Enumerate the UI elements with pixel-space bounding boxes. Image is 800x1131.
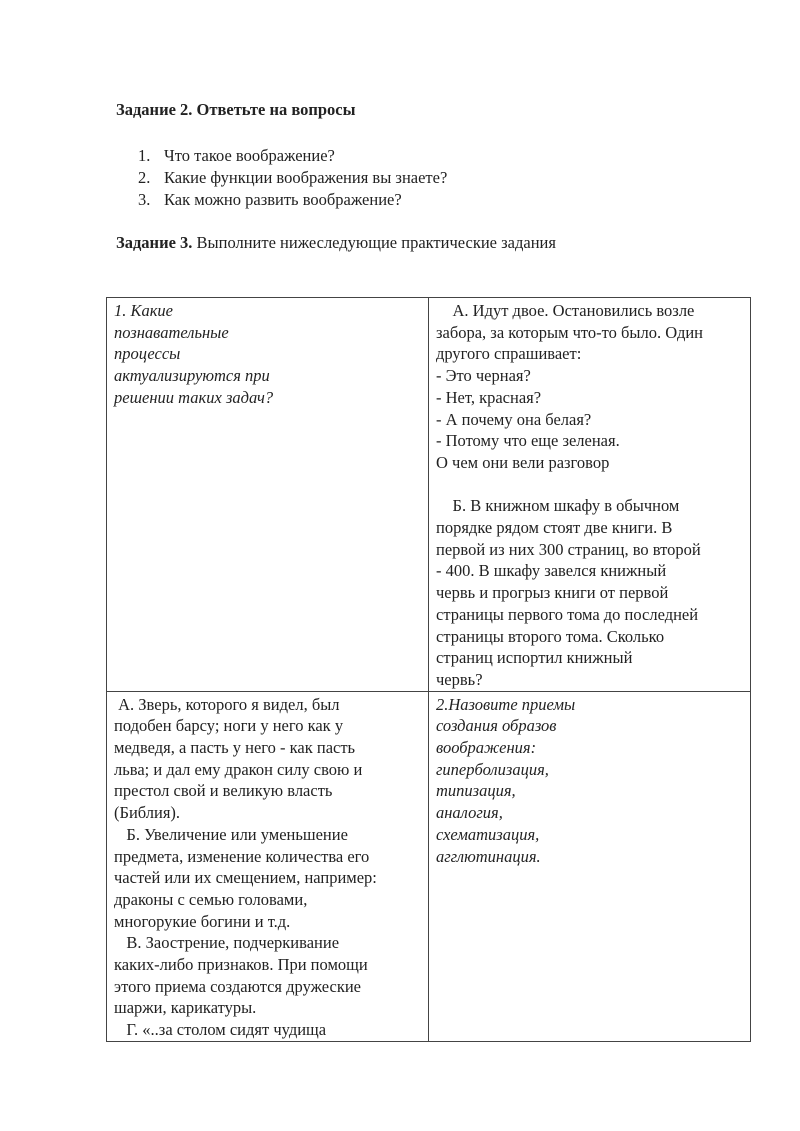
text-line: Б. Увеличение или уменьшение [114, 824, 348, 844]
task3-heading [116, 233, 556, 253]
list-item [138, 145, 447, 167]
text-line: познавательные [114, 322, 229, 342]
cell-puzzles [429, 298, 751, 692]
text-line: страницы второго тома. Сколько [436, 626, 665, 646]
text-line: воображения: [436, 738, 537, 758]
text-line: аналогия, [436, 803, 503, 823]
text-line: процессы [114, 344, 181, 364]
text-line: порядке рядом стоят две книги. В [436, 518, 673, 538]
text-line: шаржи, карикатуры. [114, 998, 257, 1018]
task3-label: Задание 3. [116, 233, 193, 252]
text-line: А. Зверь, которого я видел, был [114, 694, 340, 714]
text-line: первой из них 300 страниц, во второй [436, 539, 701, 559]
text-line: другого спрашивает: [436, 344, 582, 364]
text-line: 2.Назовите приемы [436, 694, 576, 714]
list-number: 2. [138, 168, 151, 187]
text-line: червь? [436, 669, 483, 689]
tasks-table [106, 297, 751, 1042]
list-item [138, 167, 447, 189]
text-line: 1. Какие [114, 301, 173, 320]
list-item [138, 189, 447, 211]
text-line: драконы с семью головами, [114, 889, 308, 909]
text-line: Г. «..за столом сидят чудища [114, 1020, 327, 1040]
cell-examples [107, 691, 429, 1041]
text-line: типизация, [436, 781, 516, 801]
table-row [107, 298, 751, 692]
text-line: гиперболизация, [436, 759, 549, 779]
text-line: червь и прогрыз книги от первой [436, 583, 669, 603]
text-line: О чем они вели разговор [436, 452, 610, 472]
text-line: подобен барсу; ноги у него как у [114, 716, 344, 736]
list-number: 1. [138, 146, 151, 165]
table-row [107, 691, 751, 1041]
task3-text: Выполните нижеследующие практические задания [192, 233, 556, 252]
text-line: решении таких задач? [114, 387, 274, 407]
text-line: - 400. В шкафу завелся книжный [436, 561, 667, 581]
puzzle-b [436, 495, 745, 690]
cell-question-2 [429, 691, 751, 1041]
question-text: Какие функции воображения вы знаете? [164, 168, 448, 187]
text-line: медведя, а пасть у него - как пасть [114, 738, 356, 758]
text-line: актуализируются при [114, 366, 270, 386]
text-line: создания образов [436, 716, 557, 736]
text-line: - А почему она белая? [436, 409, 592, 429]
text-line: - Потому что еще зеленая. [436, 431, 620, 451]
text-line: страниц испортил книжный [436, 648, 633, 668]
text-line: забора, за которым что-то было. Один [436, 322, 704, 342]
text-line: страницы первого тома до последней [436, 604, 699, 624]
text-line: - Нет, красная? [436, 387, 542, 407]
text-line: А. Идут двое. Остановились возле [436, 301, 695, 320]
text-line: - Это черная? [436, 366, 531, 386]
text-line: многорукие богини и т.д. [114, 911, 291, 931]
text-line: предмета, изменение количества его [114, 846, 370, 866]
text-line: этого приема создаются дружеские [114, 976, 362, 996]
text-line: (Библия). [114, 803, 181, 823]
puzzle-a [436, 300, 745, 474]
list-number: 3. [138, 190, 151, 209]
text-line: каких-либо признаков. При помощи [114, 955, 368, 975]
text-line: льва; и дал ему дракон силу свою и [114, 759, 363, 779]
questions-list [138, 145, 447, 211]
text-line: Б. В книжном шкафу в обычном [436, 496, 680, 516]
text-line: агглютинация. [436, 846, 541, 866]
cell-question-1 [107, 298, 429, 692]
text-line: В. Заострение, подчеркивание [114, 933, 340, 953]
text-line: схематизация, [436, 824, 540, 844]
text-line: престол свой и великую власть [114, 781, 333, 801]
question-text: Как можно развить воображение? [164, 190, 402, 209]
question-text: Что такое воображение? [164, 146, 335, 165]
task2-title: Задание 2. Ответьте на вопросы [116, 100, 356, 119]
text-line: частей или их смещением, например: [114, 868, 377, 888]
